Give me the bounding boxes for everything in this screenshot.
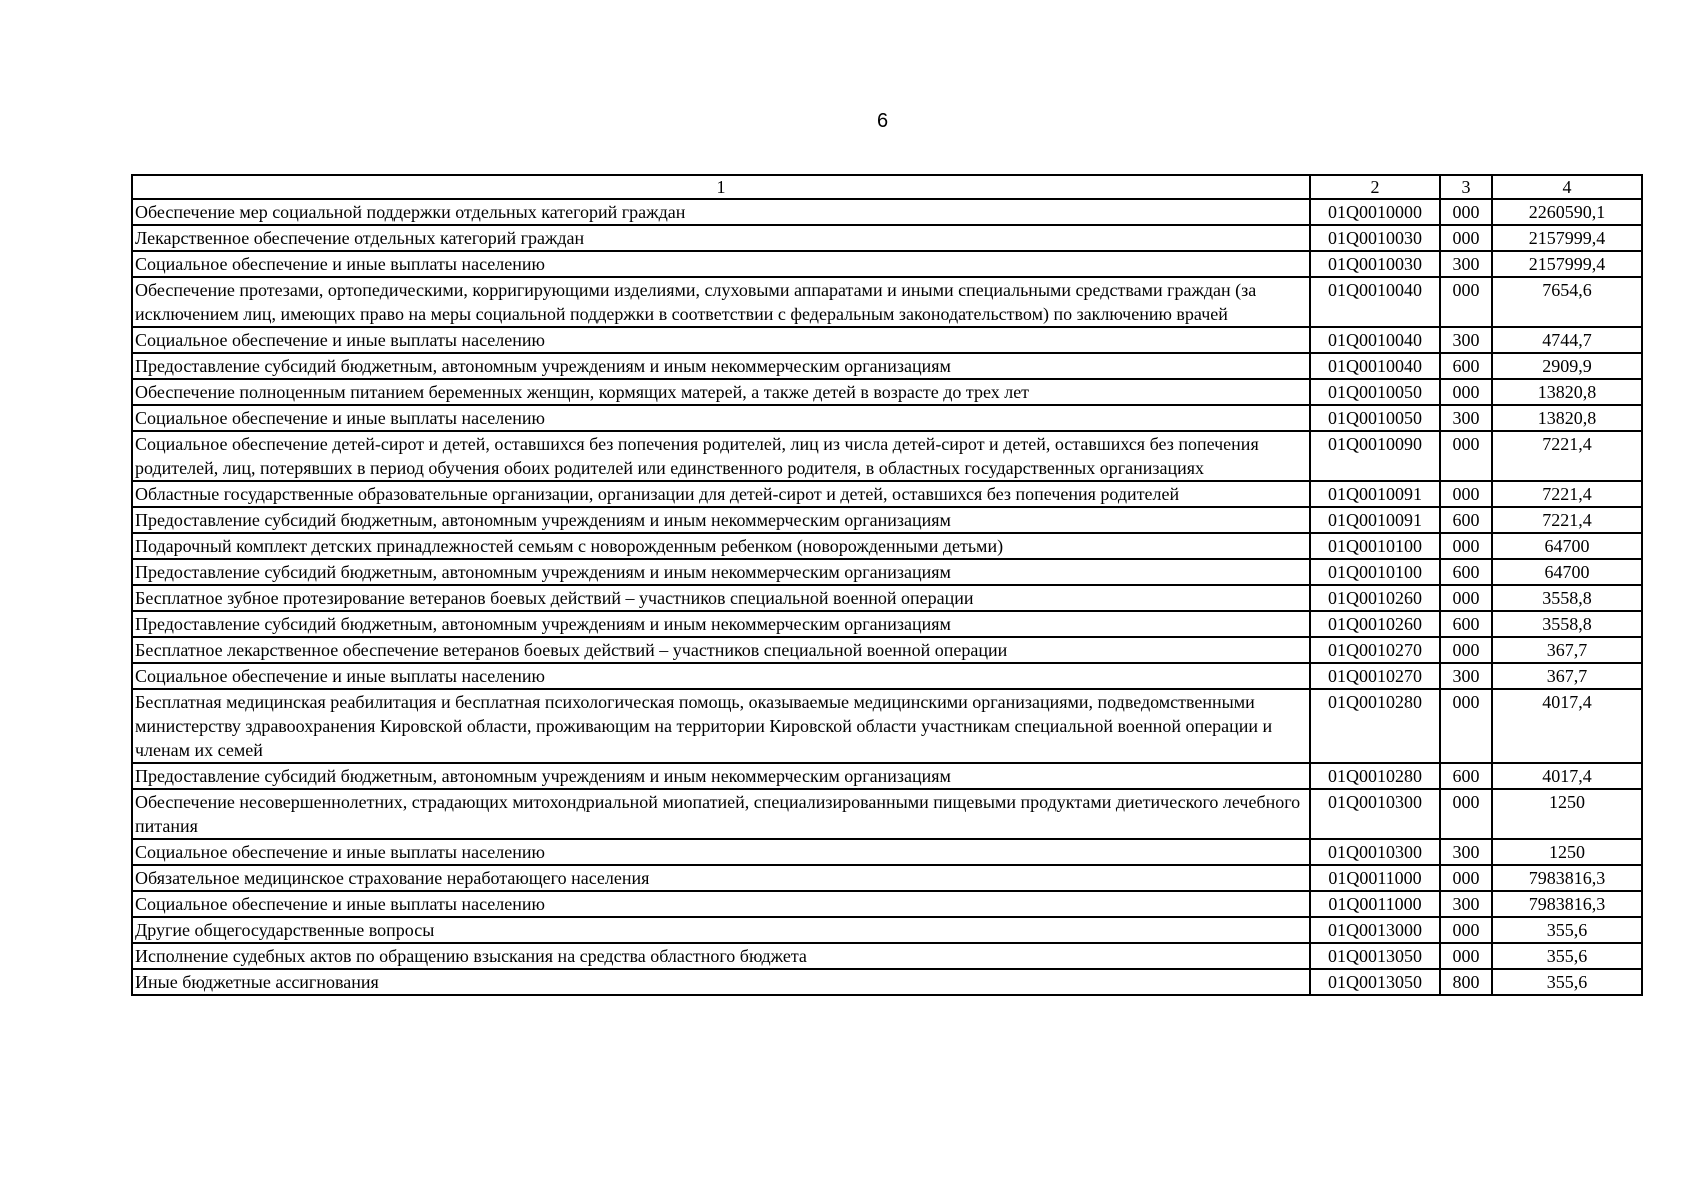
row-code-cell: 01Q0013050 xyxy=(1310,943,1440,969)
row-code-cell: 01Q0010050 xyxy=(1310,405,1440,431)
row-kind-cell: 000 xyxy=(1440,277,1492,327)
row-name-cell: Предоставление субсидий бюджетным, автономным учреждениям и иным некоммерческим организациям xyxy=(132,559,1310,585)
table-row xyxy=(132,481,1642,507)
row-name-cell: Социальное обеспечение и иные выплаты населению xyxy=(132,891,1310,917)
row-amount-cell: 7221,4 xyxy=(1492,507,1642,533)
row-amount-cell: 64700 xyxy=(1492,559,1642,585)
row-amount-cell: 1250 xyxy=(1492,839,1642,865)
table-row xyxy=(132,637,1642,663)
row-name-cell: Бесплатное зубное протезирование ветеранов боевых действий – участников специальной военной операции xyxy=(132,585,1310,611)
row-kind-cell: 300 xyxy=(1440,839,1492,865)
table-row xyxy=(132,327,1642,353)
table-row xyxy=(132,943,1642,969)
row-kind-cell: 600 xyxy=(1440,353,1492,379)
budget-table xyxy=(131,174,1643,996)
row-name-cell: Предоставление субсидий бюджетным, автономным учреждениям и иным некоммерческим организациям xyxy=(132,353,1310,379)
row-kind-cell: 300 xyxy=(1440,405,1492,431)
row-code-cell: 01Q0010280 xyxy=(1310,689,1440,763)
row-name-cell: Предоставление субсидий бюджетным, автономным учреждениям и иным некоммерческим организациям xyxy=(132,611,1310,637)
row-name-cell: Социальное обеспечение и иные выплаты населению xyxy=(132,839,1310,865)
table-row xyxy=(132,789,1642,839)
header-row xyxy=(132,175,1642,199)
row-amount-cell: 355,6 xyxy=(1492,917,1642,943)
row-code-cell: 01Q0010300 xyxy=(1310,789,1440,839)
row-kind-cell: 000 xyxy=(1440,689,1492,763)
row-name-cell: Обеспечение несовершеннолетних, страдающих митохондриальной миопатией, специализированными пищевыми продуктами диетического лечебного питания xyxy=(132,789,1310,839)
row-code-cell: 01Q0010040 xyxy=(1310,277,1440,327)
row-name-cell: Предоставление субсидий бюджетным, автономным учреждениям и иным некоммерческим организациям xyxy=(132,763,1310,789)
row-code-cell: 01Q0010280 xyxy=(1310,763,1440,789)
row-kind-cell: 600 xyxy=(1440,611,1492,637)
row-name-cell: Бесплатное лекарственное обеспечение ветеранов боевых действий – участников специальной военной операции xyxy=(132,637,1310,663)
row-name-cell: Социальное обеспечение и иные выплаты населению xyxy=(132,251,1310,277)
row-kind-cell: 600 xyxy=(1440,559,1492,585)
row-name-cell: Социальное обеспечение и иные выплаты населению xyxy=(132,405,1310,431)
table-row xyxy=(132,611,1642,637)
table-row xyxy=(132,199,1642,225)
row-kind-cell: 000 xyxy=(1440,943,1492,969)
table-row xyxy=(132,969,1642,995)
row-amount-cell: 3558,8 xyxy=(1492,611,1642,637)
row-code-cell: 01Q0010040 xyxy=(1310,327,1440,353)
row-kind-cell: 000 xyxy=(1440,865,1492,891)
row-kind-cell: 000 xyxy=(1440,379,1492,405)
row-code-cell: 01Q0011000 xyxy=(1310,891,1440,917)
row-kind-cell: 300 xyxy=(1440,327,1492,353)
table-header xyxy=(132,175,1642,199)
row-name-cell: Областные государственные образовательные организации, организации для детей-сирот и детей, оставшихся без попечения родителей xyxy=(132,481,1310,507)
row-name-cell: Обязательное медицинское страхование неработающего населения xyxy=(132,865,1310,891)
table-row xyxy=(132,763,1642,789)
row-name-cell: Обеспечение мер социальной поддержки отдельных категорий граждан xyxy=(132,199,1310,225)
row-name-cell: Социальное обеспечение детей-сирот и детей, оставшихся без попечения родителей, лиц из числа детей-сирот и детей, оставшихся без попечения родителей, лиц, потерявших в период обучения обоих родителей или единственного родителя, в областных государственных организациях xyxy=(132,431,1310,481)
row-amount-cell: 2909,9 xyxy=(1492,353,1642,379)
row-amount-cell: 2157999,4 xyxy=(1492,251,1642,277)
table-row xyxy=(132,507,1642,533)
row-amount-cell: 13820,8 xyxy=(1492,405,1642,431)
table-row xyxy=(132,405,1642,431)
row-amount-cell: 7654,6 xyxy=(1492,277,1642,327)
row-code-cell: 01Q0010000 xyxy=(1310,199,1440,225)
header-col-3: 3 xyxy=(1440,175,1492,199)
header-col-4: 4 xyxy=(1492,175,1642,199)
table-row xyxy=(132,917,1642,943)
row-name-cell: Социальное обеспечение и иные выплаты населению xyxy=(132,327,1310,353)
row-kind-cell: 000 xyxy=(1440,637,1492,663)
table-row xyxy=(132,225,1642,251)
row-kind-cell: 600 xyxy=(1440,507,1492,533)
row-name-cell: Обеспечение протезами, ортопедическими, корригирующими изделиями, слуховыми аппаратами и иными специальными средствами граждан (за исключением лиц, имеющих право на меры социальной поддержки в соответствии с федеральным законодательством) по заключению врачей xyxy=(132,277,1310,327)
row-amount-cell: 64700 xyxy=(1492,533,1642,559)
row-code-cell: 01Q0011000 xyxy=(1310,865,1440,891)
table-row xyxy=(132,277,1642,327)
row-code-cell: 01Q0013050 xyxy=(1310,969,1440,995)
row-code-cell: 01Q0013000 xyxy=(1310,917,1440,943)
table-row xyxy=(132,663,1642,689)
table-row xyxy=(132,689,1642,763)
table-row xyxy=(132,891,1642,917)
row-amount-cell: 4017,4 xyxy=(1492,763,1642,789)
row-kind-cell: 300 xyxy=(1440,891,1492,917)
row-name-cell: Исполнение судебных актов по обращению взыскания на средства областного бюджета xyxy=(132,943,1310,969)
row-amount-cell: 7221,4 xyxy=(1492,481,1642,507)
row-code-cell: 01Q0010040 xyxy=(1310,353,1440,379)
row-kind-cell: 000 xyxy=(1440,917,1492,943)
row-amount-cell: 367,7 xyxy=(1492,663,1642,689)
page-number: 6 xyxy=(876,110,889,132)
row-kind-cell: 800 xyxy=(1440,969,1492,995)
row-amount-cell: 3558,8 xyxy=(1492,585,1642,611)
row-amount-cell: 13820,8 xyxy=(1492,379,1642,405)
row-kind-cell: 000 xyxy=(1440,585,1492,611)
row-code-cell: 01Q0010270 xyxy=(1310,663,1440,689)
row-kind-cell: 300 xyxy=(1440,663,1492,689)
row-amount-cell: 1250 xyxy=(1492,789,1642,839)
row-kind-cell: 600 xyxy=(1440,763,1492,789)
row-code-cell: 01Q0010090 xyxy=(1310,431,1440,481)
row-amount-cell: 355,6 xyxy=(1492,943,1642,969)
row-code-cell: 01Q0010030 xyxy=(1310,225,1440,251)
row-amount-cell: 4744,7 xyxy=(1492,327,1642,353)
row-name-cell: Бесплатная медицинская реабилитация и бесплатная психологическая помощь, оказываемые медицинскими организациями, подведомственными министерству здравоохранения Кировской области, проживающим на территории Кировской области участникам специальной военной операции и членам их семей xyxy=(132,689,1310,763)
row-kind-cell: 000 xyxy=(1440,481,1492,507)
row-name-cell: Предоставление субсидий бюджетным, автономным учреждениям и иным некоммерческим организациям xyxy=(132,507,1310,533)
table-body xyxy=(132,199,1642,995)
row-code-cell: 01Q0010091 xyxy=(1310,507,1440,533)
row-code-cell: 01Q0010050 xyxy=(1310,379,1440,405)
header-col-2: 2 xyxy=(1310,175,1440,199)
row-code-cell: 01Q0010030 xyxy=(1310,251,1440,277)
row-amount-cell: 367,7 xyxy=(1492,637,1642,663)
table-row xyxy=(132,353,1642,379)
table-row xyxy=(132,559,1642,585)
row-amount-cell: 355,6 xyxy=(1492,969,1642,995)
row-code-cell: 01Q0010091 xyxy=(1310,481,1440,507)
table-row xyxy=(132,431,1642,481)
table-row xyxy=(132,251,1642,277)
row-code-cell: 01Q0010100 xyxy=(1310,533,1440,559)
row-amount-cell: 4017,4 xyxy=(1492,689,1642,763)
row-amount-cell: 7983816,3 xyxy=(1492,865,1642,891)
row-code-cell: 01Q0010270 xyxy=(1310,637,1440,663)
row-code-cell: 01Q0010300 xyxy=(1310,839,1440,865)
table-row xyxy=(132,533,1642,559)
row-code-cell: 01Q0010260 xyxy=(1310,585,1440,611)
row-amount-cell: 2157999,4 xyxy=(1492,225,1642,251)
row-code-cell: 01Q0010260 xyxy=(1310,611,1440,637)
row-name-cell: Иные бюджетные ассигнования xyxy=(132,969,1310,995)
row-name-cell: Другие общегосударственные вопросы xyxy=(132,917,1310,943)
row-amount-cell: 2260590,1 xyxy=(1492,199,1642,225)
row-name-cell: Социальное обеспечение и иные выплаты населению xyxy=(132,663,1310,689)
row-kind-cell: 000 xyxy=(1440,533,1492,559)
row-name-cell: Обеспечение полноценным питанием беременных женщин, кормящих матерей, а также детей в возрасте до трех лет xyxy=(132,379,1310,405)
row-amount-cell: 7221,4 xyxy=(1492,431,1642,481)
row-code-cell: 01Q0010100 xyxy=(1310,559,1440,585)
table-row xyxy=(132,585,1642,611)
table-row xyxy=(132,839,1642,865)
header-col-1: 1 xyxy=(132,175,1310,199)
row-amount-cell: 7983816,3 xyxy=(1492,891,1642,917)
row-kind-cell: 000 xyxy=(1440,431,1492,481)
row-kind-cell: 000 xyxy=(1440,789,1492,839)
row-kind-cell: 300 xyxy=(1440,251,1492,277)
row-name-cell: Лекарственное обеспечение отдельных категорий граждан xyxy=(132,225,1310,251)
row-kind-cell: 000 xyxy=(1440,225,1492,251)
row-name-cell: Подарочный комплект детских принадлежностей семьям с новорожденным ребенком (новорожденными детьми) xyxy=(132,533,1310,559)
table-row xyxy=(132,865,1642,891)
row-kind-cell: 000 xyxy=(1440,199,1492,225)
table-row xyxy=(132,379,1642,405)
